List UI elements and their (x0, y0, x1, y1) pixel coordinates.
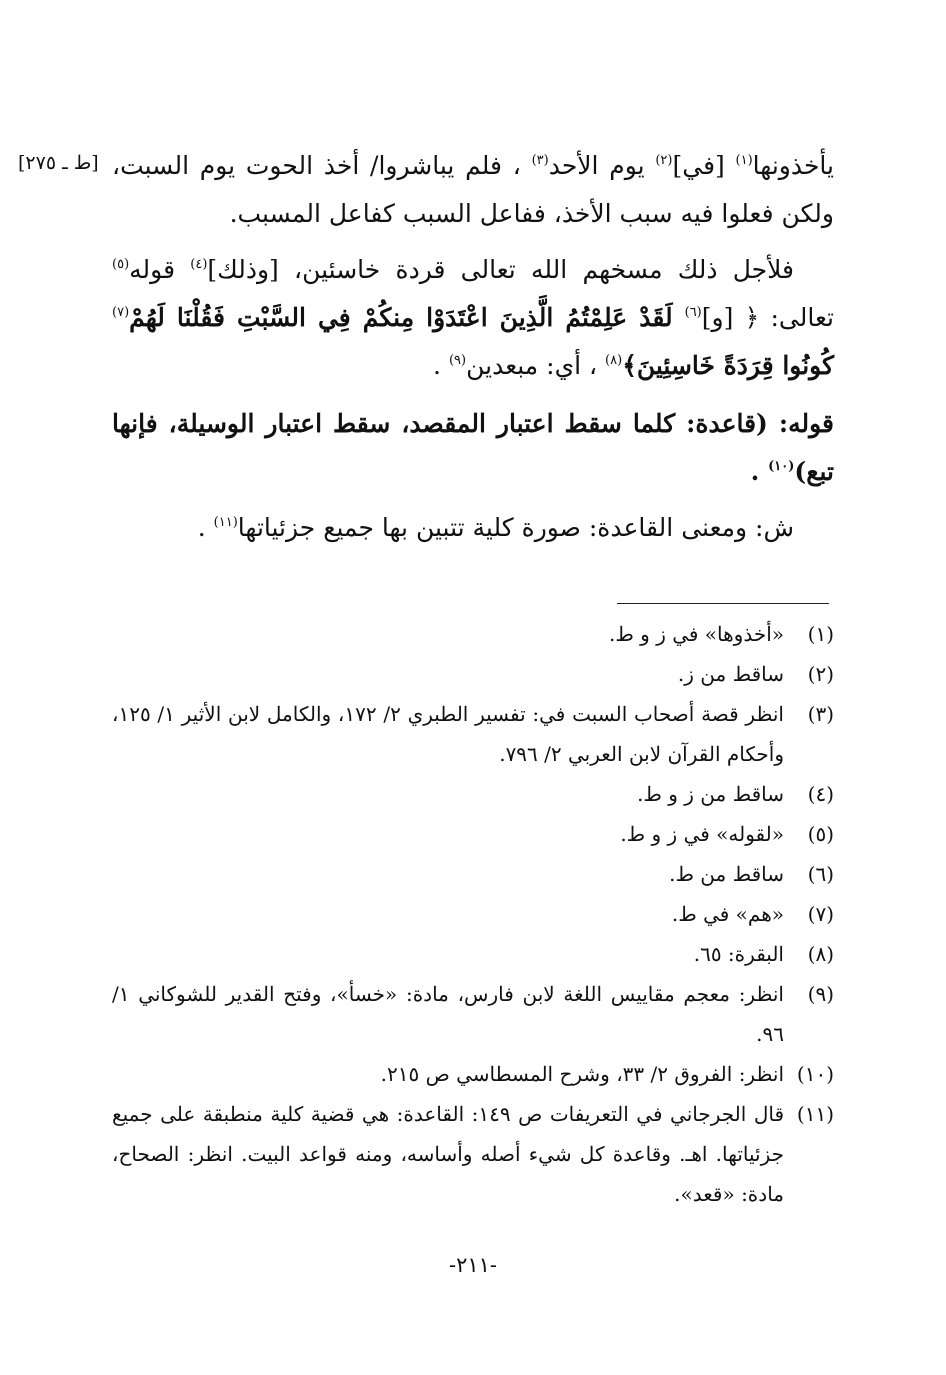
footnote-item (112, 1094, 834, 1214)
footnote-text: انظر قصة أصحاب السبت في: تفسير الطبري ٢/ ١٧٢، والكامل لابن الأثير ١/ ١٢٥، وأحكام القرآن لابن العربي ٢/ ٧٩٦. (112, 702, 784, 766)
paragraph-1 (112, 142, 834, 238)
text-run: ش: ومعنى القاعدة: صورة كلية تتبين بها جميع جزئياتها (237, 513, 794, 542)
footnote-item (112, 1054, 834, 1094)
footnote-ref-2[interactable]: (٢) (655, 153, 673, 168)
footnote-separator (617, 603, 829, 604)
main-text (112, 142, 834, 552)
text-run: قوله: (قاعدة: كلما سقط اعتبار المقصد، سقط اعتبار الوسيلة، فإنها تبع) (112, 409, 834, 486)
text-run: [في] (672, 151, 736, 180)
footnote-text: ساقط من ز. (677, 662, 784, 686)
footnote-ref-5[interactable]: (٥) (112, 257, 130, 272)
footnote-text: «هم» في ط. (671, 902, 784, 926)
text-run: . (433, 351, 449, 380)
footnote-item (112, 614, 834, 654)
footnotes (112, 614, 834, 1214)
footnote-item (112, 814, 834, 854)
text-run: تعالى: ﴿ [و] (701, 303, 834, 332)
footnote-text: «أخذوها» في ز و ط. (608, 622, 784, 646)
footnote-ref-4[interactable]: (٤) (190, 257, 208, 272)
footnote-number: (٨) (807, 942, 834, 966)
footnote-number: (١١) (796, 1102, 834, 1126)
footnote-text: «لقوله» في ز و ط. (620, 822, 784, 846)
text-run: . (197, 513, 214, 542)
paragraph-4-commentary (112, 504, 834, 552)
paragraph-2 (112, 246, 834, 390)
footnote-text: انظر: معجم مقاييس اللغة لابن فارس، مادة: «خسأ»، وفتح القدير للشوكاني ١/ ٩٦. (112, 982, 784, 1046)
footnote-ref-8[interactable]: (٨) (605, 353, 623, 368)
footnote-item (112, 894, 834, 934)
footnote-number: (٤) (807, 782, 834, 806)
footnote-item (112, 654, 834, 694)
footnote-number: (٧) (807, 902, 834, 926)
footnote-item (112, 854, 834, 894)
footnote-item (112, 774, 834, 814)
footnote-number: (٢) (807, 662, 834, 686)
footnote-text: انظر: الفروق ٢/ ٣٣، وشرح المسطاسي ص ٢١٥. (380, 1062, 784, 1086)
text-run: يأخذونها (752, 151, 834, 180)
footnote-ref-9[interactable]: (٩) (448, 353, 467, 368)
text-run: ، فلم يباشروا/ أخذ الحوت يوم السبت، ولكن فعلوا فيه سبب الأخذ، ففاعل السبب كفاعل المسبب. (112, 151, 834, 228)
paragraph-3-rule (112, 400, 834, 496)
footnote-ref-6[interactable]: (٦) (684, 305, 702, 320)
footnote-ref-7[interactable]: (٧) (112, 305, 130, 320)
footnote-text: ساقط من ط. (669, 862, 784, 886)
text-run: . (750, 457, 769, 486)
footnote-item (112, 694, 834, 774)
footnote-number: (٥) (807, 822, 834, 846)
footnote-ref-3[interactable]: (٣) (531, 153, 549, 168)
footnote-number: (٩) (807, 982, 834, 1006)
text-run: قوله (129, 255, 191, 284)
footnote-ref-1[interactable]: (١) (735, 153, 753, 168)
footnote-number: (١٠) (796, 1062, 834, 1086)
footnote-ref-10[interactable]: (١٠) (768, 459, 795, 474)
footnote-number: (٦) (807, 862, 834, 886)
footnote-text: ساقط من ز و ط. (637, 782, 784, 806)
footnote-text: البقرة: ٦٥. (693, 942, 784, 966)
footnote-number: (١) (807, 622, 834, 646)
footnote-item (112, 934, 834, 974)
footnote-text: قال الجرجاني في التعريفات ص ١٤٩: القاعدة: هي قضية كلية منطبقة على جميع جزئياتها. اهـ. وقاعدة كل شيء أصله وأساسه، ومنه قواعد البيت. انظر: الصحاح، مادة: «قعد». (112, 1102, 785, 1206)
text-run: فلأجل ذلك مسخهم الله تعالى قردة خاسئين، [وذلك] (207, 255, 794, 284)
margin-page-reference: [ط ـ ٢٧٥] (18, 152, 99, 174)
footnote-ref-11[interactable]: (١١) (213, 515, 238, 530)
text-run: يوم الأحد (548, 151, 656, 180)
footnote-item (112, 974, 834, 1054)
quran-verse-end: كُونُوا قِرَدَةً خَاسِئِينَ﴾ (622, 351, 834, 380)
quran-verse: لَقَدْ عَلِمْتُمُ الَّذِينَ اعْتَدَوْا مِنكُمْ فِي السَّبْتِ فَقُلْنَا لَهُمْ (129, 303, 685, 332)
footnote-number: (٣) (807, 702, 834, 726)
page-number: -٢١١- (448, 1253, 498, 1277)
text-run: ، أي: مبعدين (466, 351, 606, 380)
